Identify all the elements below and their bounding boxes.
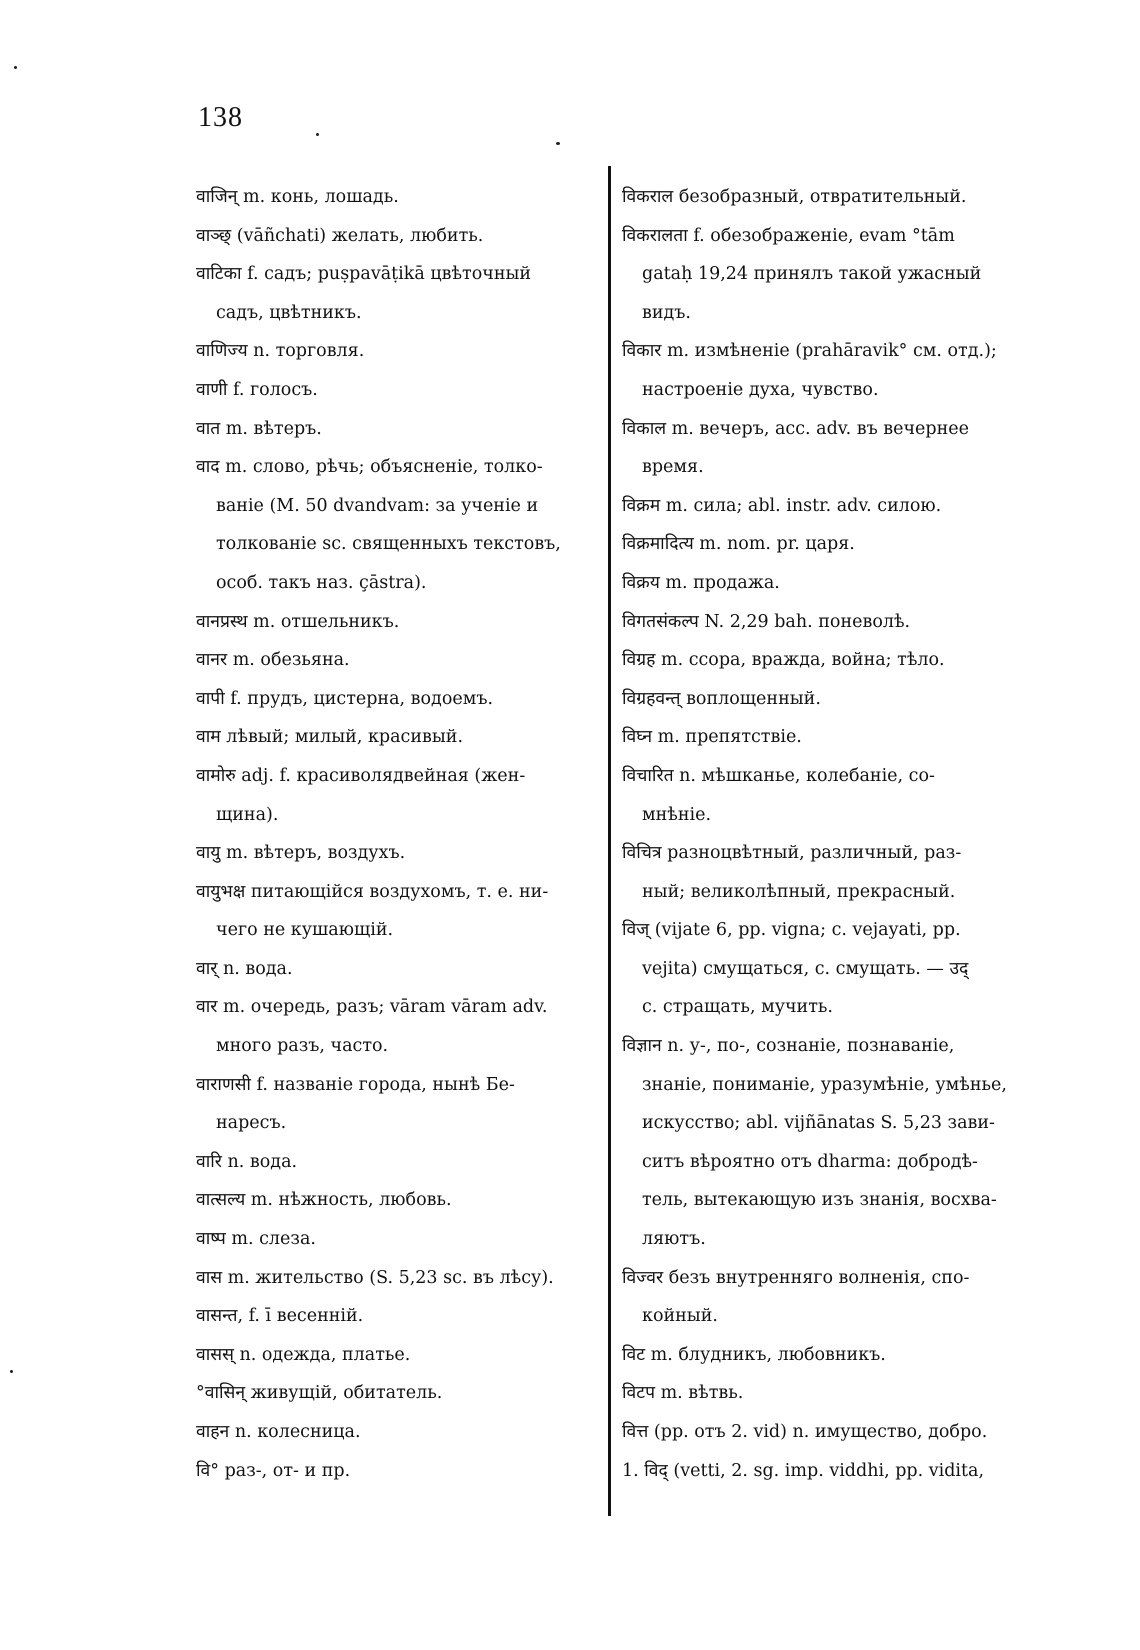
entry-continuation-line: vejita) смущаться, c. смущать. — उद् xyxy=(642,958,969,979)
entry-continuation-line: тель, вытекающую изъ знанія, восхва- xyxy=(642,1190,997,1211)
dictionary-entry-line: वास m. жительство (S. 5,23 sc. въ лѣсу). xyxy=(196,1267,554,1288)
dictionary-entry-line: वार m. очередь, разъ; vāram vāram adv. xyxy=(196,997,548,1018)
entry-continuation-line: ный; великолѣпный, прекрасный. xyxy=(642,881,956,902)
dictionary-entry-line: विकराल безобразный, отвратительный. xyxy=(622,187,967,207)
entry-continuation-line: gataḥ 19,24 принялъ такой ужасный xyxy=(642,264,982,285)
dictionary-entry-line: विकाल m. вечеръ, acc. adv. въ вечернее xyxy=(622,418,969,439)
entry-continuation-line: ваніе (M. 50 dvandvam: за ученіе и xyxy=(216,495,539,516)
entry-continuation-line: чего не кушающій. xyxy=(216,920,394,941)
dictionary-entry-line: विज् (vijate 6, pp. vigna; c. vejayati, pp. xyxy=(622,920,961,941)
entry-continuation-line: время. xyxy=(642,457,704,478)
dictionary-entry-line: वात्सल्य m. нѣжность, любовь. xyxy=(196,1190,452,1211)
print-speck xyxy=(10,1370,13,1373)
entry-continuation-line: видъ. xyxy=(642,302,691,323)
dictionary-entry-line: वाद m. слово, рѣчь; объясненіе, толко- xyxy=(196,457,543,478)
page-number: 138 xyxy=(198,102,243,133)
right-column xyxy=(622,178,1024,1490)
dictionary-entry-line: विज्ञान n. у-, по-, сознаніе, познаваніе, xyxy=(622,1036,955,1057)
print-speck xyxy=(556,142,560,145)
entry-continuation-line: искусство; abl. vijñānatas S. 5,23 зави- xyxy=(642,1113,995,1134)
entry-continuation-line: наресъ. xyxy=(216,1113,287,1134)
dictionary-entry-line: विक्रम m. сила; abl. instr. adv. силою. xyxy=(622,495,942,516)
dictionary-entry-line: विक्रमादित्य m. nom. pr. царя. xyxy=(622,534,855,555)
dictionary-entry-line: वासस् n. одежда, платье. xyxy=(196,1344,411,1365)
entry-continuation-line: щина). xyxy=(216,804,279,825)
dictionary-entry-line: वाजिन् m. конь, лошадь. xyxy=(196,187,399,207)
dictionary-entry-line: वाराणसी f. названіе города, нынѣ Бе- xyxy=(196,1074,515,1095)
dictionary-entry-line: विकरालता f. обезображеніе, evam °tām xyxy=(622,225,955,246)
entry-continuation-line: садъ, цвѣтникъ. xyxy=(216,302,362,323)
dictionary-entry-line: वाष्प m. слеза. xyxy=(196,1229,316,1250)
dictionary-entry-line: वाञ्छ् (vāñchati) желать, любить. xyxy=(196,225,484,246)
dictionary-entry-line: वापी f. прудъ, цистерна, водоемъ. xyxy=(196,688,494,709)
dictionary-entry-line: विकार m. измѣненіе (prahāravik° см. отд.); xyxy=(622,341,997,362)
left-column xyxy=(196,178,598,1490)
dictionary-entry-line: वाटिका f. садъ; puṣpavāṭikā цвѣточный xyxy=(196,264,532,285)
print-speck xyxy=(14,66,17,69)
dictionary-entry-line: वाणी f. голосъ. xyxy=(196,379,318,400)
dictionary-entry-line: वार् n. вода. xyxy=(196,958,293,979)
dictionary-entry-line: वाणिज्य n. торговля. xyxy=(196,341,365,362)
dictionary-entry-line: विट m. блудникъ, любовникъ. xyxy=(622,1344,886,1365)
dictionary-entry-line: °वासिन् живущій, обитатель. xyxy=(196,1383,443,1404)
dictionary-entry-line: वासन्त, f. ī весенній. xyxy=(196,1306,364,1327)
dictionary-entry-line: वारि n. вода. xyxy=(196,1151,298,1172)
entry-continuation-line: толкованіе sc. священныхъ текстовъ, xyxy=(216,534,561,555)
entry-continuation-line: мнѣніе. xyxy=(642,804,712,825)
dictionary-entry-line: विग्रह m. ссора, вражда, война; тѣло. xyxy=(622,650,945,671)
entry-continuation-line: много разъ, часто. xyxy=(216,1036,389,1057)
dictionary-entry-line: वायु m. вѣтеръ, воздухъ. xyxy=(196,843,406,864)
entry-continuation-line: койный. xyxy=(642,1306,718,1327)
entry-continuation-line: ситъ вѣроятно отъ dharma: добродѣ- xyxy=(642,1151,978,1172)
dictionary-entry-line: विग्रहवन्त् воплощенный. xyxy=(622,688,821,709)
dictionary-entry-line: विगतसंकल्प N. 2,29 bah. поневолѣ. xyxy=(622,611,911,632)
dictionary-entry-line: वामोरु adj. f. красиволядвейная (жен- xyxy=(196,765,526,786)
column-divider xyxy=(608,166,611,1516)
dictionary-entry-line: वात m. вѣтеръ. xyxy=(196,418,322,439)
dictionary-entry-line: विचित्र разноцвѣтный, различный, раз- xyxy=(622,843,962,864)
entry-continuation-line: особ. такъ наз. çāstra). xyxy=(216,572,427,593)
print-speck xyxy=(316,133,319,136)
entry-continuation-line: настроеніе духа, чувство. xyxy=(642,379,879,400)
dictionary-entry-line: वाम лѣвый; милый, красивый. xyxy=(196,727,464,748)
dictionary-entry-line: वाहन n. колесница. xyxy=(196,1422,361,1442)
dictionary-entry-line: 1. विद् (vetti, 2. sg. imp. viddhi, pp. vidita, xyxy=(622,1460,985,1481)
dictionary-entry-line: विज्वर безъ внутренняго волненія, спо- xyxy=(622,1267,970,1288)
dictionary-entry-line: विक्रय m. продажа. xyxy=(622,572,780,593)
dictionary-entry-line: विघ्न m. препятствіе. xyxy=(622,727,802,748)
dictionary-entry-line: वि° раз-, от- и пр. xyxy=(196,1460,351,1481)
dictionary-entry-line: विचारित n. мѣшканье, колебаніе, со- xyxy=(622,765,935,786)
entry-continuation-line: ляютъ. xyxy=(642,1229,706,1250)
dictionary-entry-line: वित्त (pp. отъ 2. vid) n. имущество, добро. xyxy=(622,1422,988,1442)
dictionary-entry-line: वानप्रस्थ m. отшельникъ. xyxy=(196,611,400,632)
entry-continuation-line: c. стращать, мучить. xyxy=(642,997,833,1018)
entry-continuation-line: знаніе, пониманіе, уразумѣніе, умѣнье, xyxy=(642,1074,1007,1095)
dictionary-entry-line: विटप m. вѣтвь. xyxy=(622,1383,744,1404)
dictionary-entry-line: वायुभक्ष питающійся воздухомъ, т. е. ни- xyxy=(196,881,549,902)
dictionary-entry-line: वानर m. обезьяна. xyxy=(196,650,350,671)
